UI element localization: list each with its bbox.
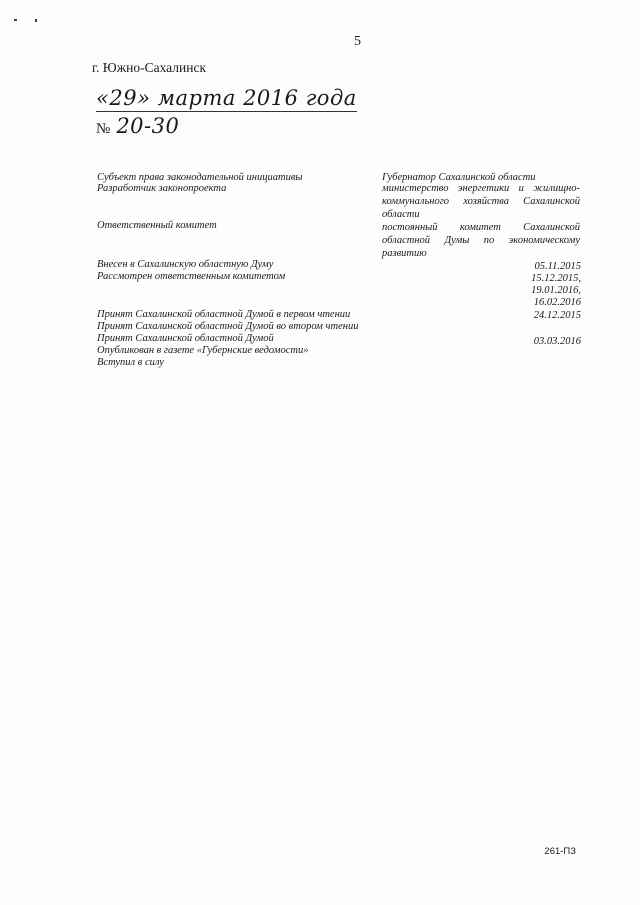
date-reviewed-3: 16.02.2016 bbox=[533, 297, 581, 308]
footer-code: 261-ПЗ bbox=[544, 846, 576, 857]
label-submitted: Внесен в Сахалинскую областную Думу bbox=[97, 259, 274, 270]
document-number-line bbox=[96, 114, 179, 138]
date-reviewed-2: 19.01.2016, bbox=[531, 285, 581, 296]
value-committee-line: развитию bbox=[382, 248, 427, 259]
handwritten-number: 20-30 bbox=[116, 114, 180, 138]
page-number: 5 bbox=[354, 34, 361, 49]
label-adopted: Принят Сахалинской областной Думой bbox=[97, 333, 274, 344]
value-developer bbox=[382, 182, 580, 221]
value-committee-line: постоянный комитет Сахалинской bbox=[382, 222, 580, 233]
label-committee: Ответственный комитет bbox=[97, 220, 217, 231]
date-submitted: 05.11.2015 bbox=[534, 261, 581, 272]
value-subject: Губернатор Сахалинской области bbox=[382, 172, 536, 183]
label-first-reading: Принят Сахалинской областной Думой в первом чтении bbox=[97, 309, 351, 320]
date-reviewed-1: 15.12.2015, bbox=[531, 273, 581, 284]
value-developer-line: министерство энергетики и жилищно- bbox=[382, 183, 580, 194]
label-reviewed: Рассмотрен ответственным комитетом bbox=[97, 271, 286, 282]
label-second-reading: Принят Сахалинской областной Думой во втором чтении bbox=[97, 321, 359, 332]
value-committee-line: областной Думы по экономическому bbox=[382, 235, 580, 246]
scan-speck bbox=[35, 19, 37, 22]
number-sign: № bbox=[96, 121, 111, 137]
label-developer: Разработчик законопроекта bbox=[97, 183, 227, 194]
label-in-force: Вступил в силу bbox=[97, 357, 164, 368]
value-developer-line: области bbox=[382, 209, 420, 220]
handwritten-date: «29» марта 2016 года bbox=[96, 86, 357, 110]
scan-speck bbox=[14, 19, 17, 21]
label-subject: Субъект права законодательной инициативы bbox=[97, 172, 303, 183]
city-line: г. Южно-Сахалинск bbox=[92, 60, 207, 75]
label-published: Опубликован в газете «Губернские ведомости» bbox=[97, 345, 309, 356]
date-published: 03.03.2016 bbox=[533, 336, 581, 347]
value-committee bbox=[382, 221, 580, 260]
date-first-reading: 24.12.2015 bbox=[533, 310, 581, 321]
value-developer-line: коммунального хозяйства Сахалинской bbox=[382, 196, 580, 207]
